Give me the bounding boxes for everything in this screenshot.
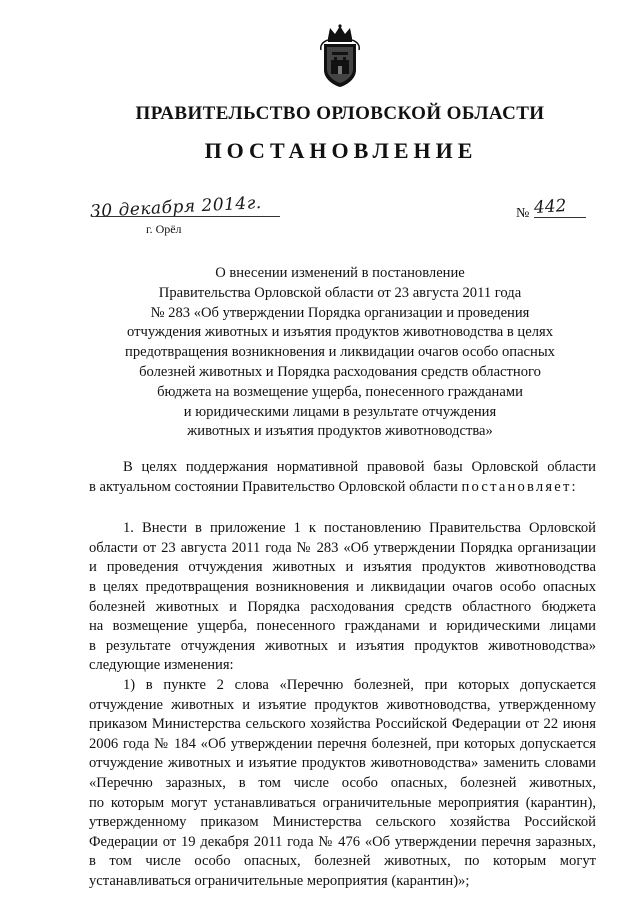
subject-line: бюджета на возмещение ущерба, понесенного гражданами bbox=[157, 383, 523, 400]
subclause-line: приказом Министерства сельского хозяйства Российской Федерации от 22 июня bbox=[89, 716, 596, 733]
city-label: г. Орёл bbox=[146, 222, 182, 236]
subclause-line: 2006 года № 184 «Об утверждении перечня болезней, при которых допускается bbox=[89, 735, 596, 752]
subject-line: № 283 «Об утверждении Порядка организации и проведения bbox=[150, 304, 530, 321]
subclause-line: Федерации от 19 декабря 2011 года № 476 «Об утверждении перечня заразных, bbox=[89, 833, 596, 850]
subclause-line: 1) в пункте 2 слова «Перечню болезней, при которых допускается bbox=[123, 676, 596, 693]
document-type-heading: ПОСТАНОВЛЕНИЕ bbox=[204, 138, 478, 163]
clause-line: 1. Внести в приложение 1 к постановлению Правительства Орловской bbox=[123, 520, 596, 537]
document-subject bbox=[0, 264, 640, 442]
number-underline bbox=[534, 217, 586, 218]
resolves-word: постановляет: bbox=[461, 478, 578, 495]
preamble-line bbox=[89, 478, 596, 498]
subclause-line: утвержденному приказом Министерства сельского хозяйства Российской bbox=[89, 814, 596, 831]
subject-line: отчуждения животных и изъятия продуктов животноводства в целях bbox=[127, 324, 553, 341]
subclause-line: по которым могут устанавливаться ограничительные мероприятия (карантин), bbox=[89, 794, 596, 811]
number-label: № bbox=[516, 206, 530, 221]
subject-line: О внесении изменений в постановление bbox=[215, 265, 465, 281]
clause-line: болезней животных и Порядка расходования средств областного бюджета bbox=[89, 598, 596, 615]
subject-line: предотвращения возникновения и ликвидации очагов особо опасных bbox=[125, 344, 555, 361]
clause-line: и проведения отчуждения животных и изъятия продуктов животноводства bbox=[89, 559, 596, 576]
coat-of-arms-icon bbox=[316, 24, 364, 88]
subclause-line: отчуждение животных и изъятие продуктов животноводства» заменить словами bbox=[89, 755, 596, 772]
subclause-line: отчуждение животных и изъятие продуктов животноводства, утвержденному bbox=[89, 696, 596, 713]
clause-line: следующие изменения: bbox=[89, 657, 234, 674]
paragraph-gap bbox=[89, 497, 596, 519]
subject-line: Правительства Орловской области от 23 августа 2011 года bbox=[158, 284, 522, 301]
subclause-line: в том числе особо опасных, болезней животных, по которым могут bbox=[89, 853, 596, 870]
clause-line: области от 23 августа 2011 года № 283 «Об утверждении Порядка организации bbox=[89, 539, 596, 556]
subclause-line: устанавливаться ограничительные мероприятия (карантин)»; bbox=[89, 872, 470, 889]
handwritten-date: 30 декабря 2014г. bbox=[89, 192, 263, 222]
handwritten-number: 442 bbox=[533, 195, 568, 219]
clause-line: на возмещение ущерба, понесенного гражданами и юридическими лицами bbox=[89, 618, 596, 635]
clause-line: в результате отчуждения животных и изъятия продуктов животноводства» bbox=[89, 637, 596, 654]
preamble-line: В целях поддержания нормативной правовой базы Орловской области bbox=[123, 459, 596, 475]
document-body bbox=[89, 458, 596, 891]
date-underline bbox=[95, 216, 280, 217]
subclause-line: «Перечню заразных, в том числе особо опасных, болезней животных, bbox=[89, 774, 596, 791]
subject-line: и юридическими лицами в результате отчуждения bbox=[183, 403, 497, 420]
clause-line: в целях предотвращения возникновения и ликвидации очагов особо опасных bbox=[89, 578, 596, 595]
preamble-text: в актуальном состоянии Правительство Орловской области bbox=[89, 478, 462, 495]
government-title: ПРАВИТЕЛЬСТВО ОРЛОВСКОЙ ОБЛАСТИ bbox=[135, 103, 545, 124]
subject-line: болезней животных и Порядка расходования средств областного bbox=[139, 363, 541, 380]
subject-line: животных и изъятия продуктов животноводства» bbox=[187, 423, 493, 440]
